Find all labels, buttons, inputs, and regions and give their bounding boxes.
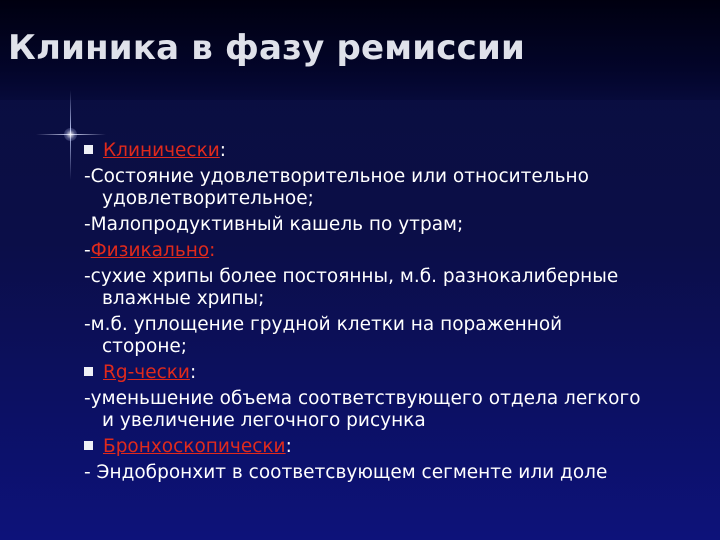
slide-title: Клиника в фазу ремиссии (8, 28, 526, 68)
text-line-continuation: стороне; (102, 336, 188, 357)
dash: - (84, 240, 91, 261)
text-line-continuation: влажные хрипы; (102, 288, 265, 309)
colon: : (219, 140, 227, 161)
decorative-cross-glow (64, 128, 77, 141)
link-bronchoscopy[interactable]: Бронхоскопически (103, 436, 286, 457)
physical-line (84, 240, 714, 262)
text-line-continuation: удовлетворительное; (102, 188, 314, 209)
link-rg[interactable]: Rg-чески (103, 362, 190, 383)
colon: : (189, 362, 197, 383)
text-line-continuation: и увеличение легочного рисунка (102, 410, 426, 431)
slide-body (84, 140, 714, 484)
link-clinical[interactable]: Клинически (103, 140, 220, 161)
colon: : (285, 436, 292, 457)
bullet-item-bronchoscopy (84, 436, 714, 458)
bullet-item-clinical (84, 140, 714, 162)
text-line: -Состояние удовлетворительное или относительно (84, 166, 589, 187)
bullet-item-rg (84, 362, 714, 384)
link-physical[interactable]: Физикально (90, 240, 210, 261)
square-bullet-icon (84, 145, 93, 154)
colon: : (209, 240, 216, 261)
text-line: -сухие хрипы более постоянны, м.б. разнокалиберные (84, 266, 619, 287)
square-bullet-icon (84, 367, 93, 376)
square-bullet-icon (84, 441, 93, 450)
text-line: -м.б. уплощение грудной клетки на пораженной (84, 314, 563, 335)
text-line: - Эндобронхит в соответсвующем сегменте или доле (84, 462, 608, 483)
text-line: -уменьшение объема соответствующего отдела легкого (84, 388, 641, 409)
text-line: -Малопродуктивный кашель по утрам; (84, 214, 464, 235)
